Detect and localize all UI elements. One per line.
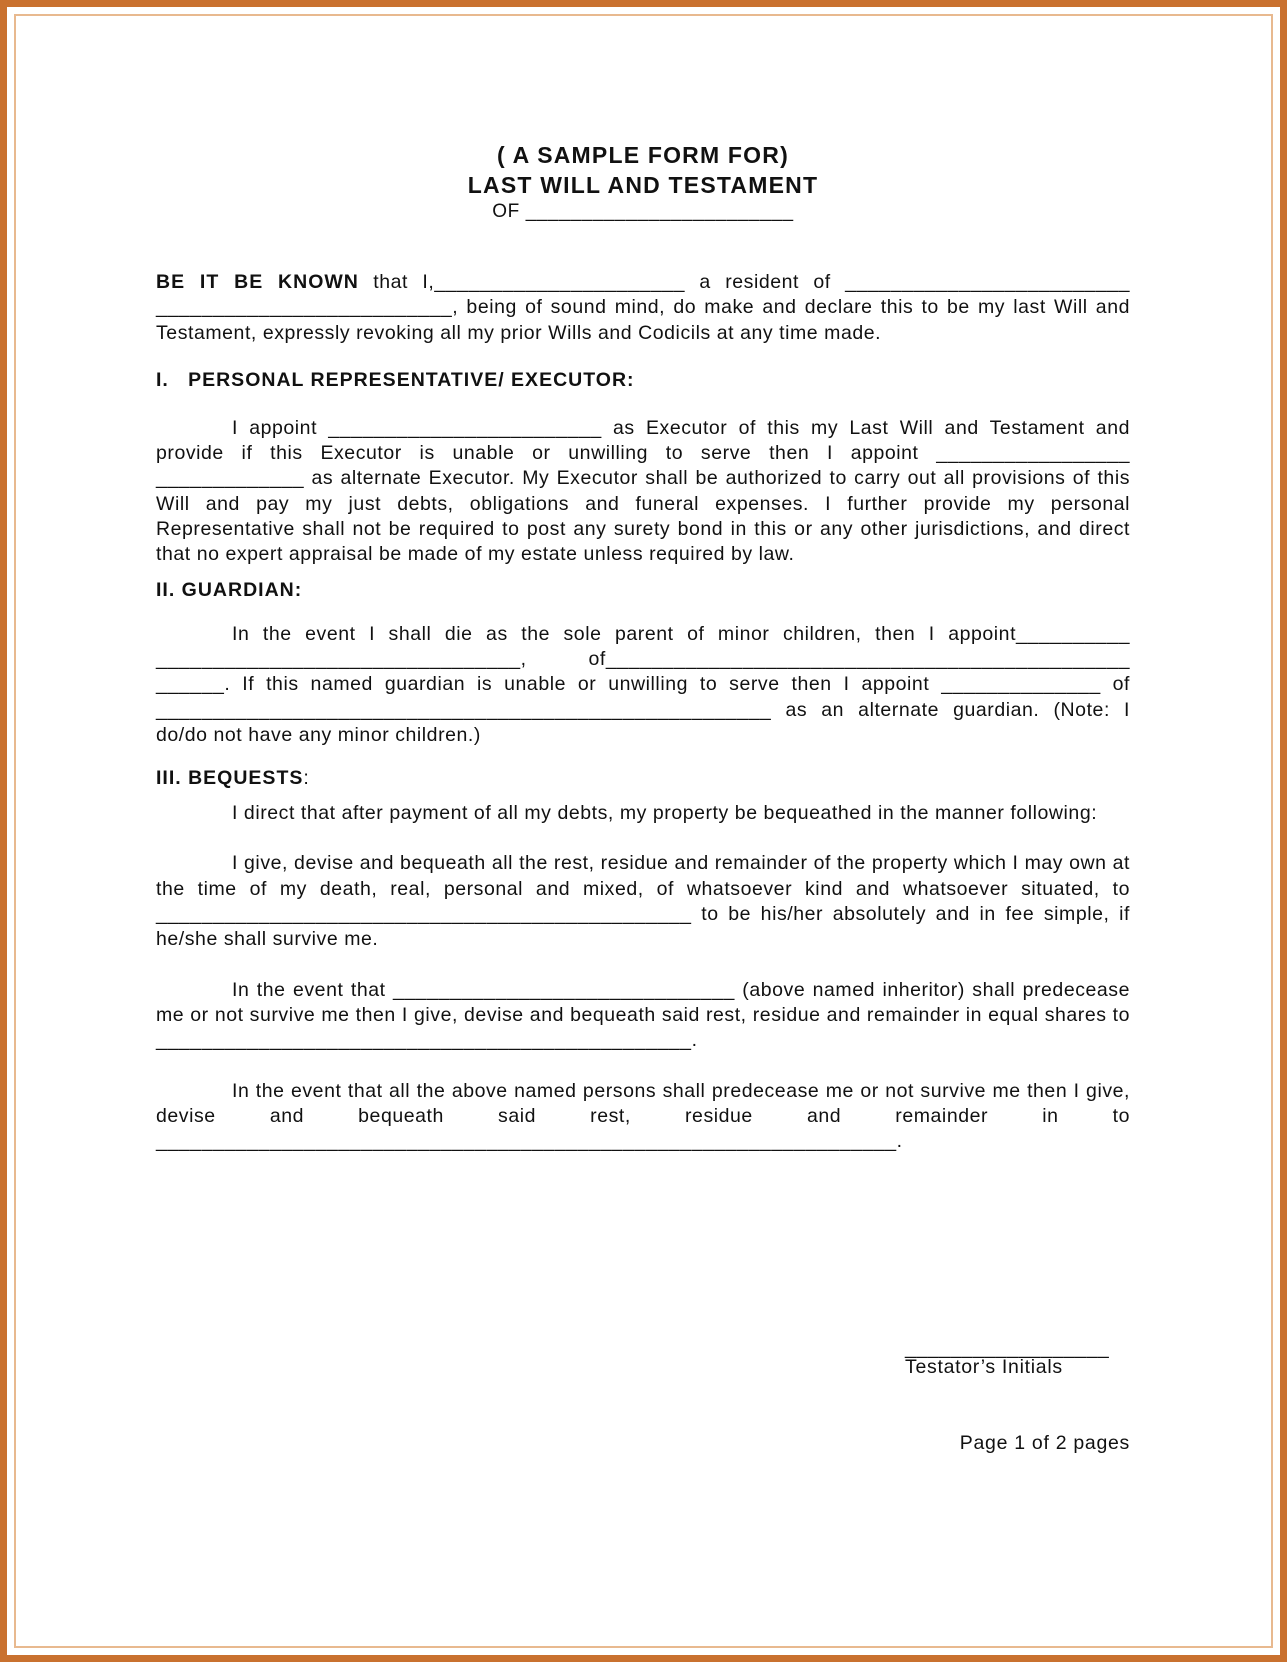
document-page: [156, 140, 1130, 1154]
bequest-alternate-paragraph: In the event that ______________________________ (above named inheritor) shall predecease me or not survive me then I give, devise and bequeath said rest, residue and remainder in equal shares to _______________________________________________.: [156, 978, 1130, 1052]
intro-paragraph: [156, 270, 1130, 346]
section3-heading-text: III. BEQUESTS: [156, 767, 304, 790]
section1-heading: I. PERSONAL REPRESENTATIVE/ EXECUTOR:: [156, 368, 635, 391]
bequest-final-paragraph: In the event that all the above named persons shall predecease me or not survive me then I give, devise and bequeath said rest, residue and remainder in to _________________________________________________________________.: [156, 1079, 1130, 1153]
section3-heading-colon: :: [303, 767, 310, 790]
document-title-line1: ( A SAMPLE FORM FOR): [497, 142, 789, 168]
bequest-intro-paragraph: I direct that after payment of all my debts, my property be bequeathed in the manner following:: [232, 802, 1098, 825]
section2-heading: II. GUARDIAN:: [156, 578, 303, 601]
document-title-line2: LAST WILL AND TESTAMENT: [467, 172, 819, 198]
section1-paragraph: I appoint ________________________ as Executor of this my Last Will and Testament and provide if this Executor is unable or unwilling to serve then I appoint _________________ _____________ as alternate Executor. My Executor shall be authorized to carry out all provisions of this Will and pay my just debts, obligations and funeral expenses. I further provide my personal Representative shall not be required to post any surety bond in this or any other jurisdictions, and direct that no expert appraisal be made of my estate unless required by law.: [156, 416, 1130, 566]
intro-text: that I,______________________ a resident of _________________________ __________________________, being of sound mind, do make and declare this to be my last Will and Testament, expressly revoking all my prior Wills and Codicils at any time made.: [156, 271, 1130, 344]
section3-heading: [156, 766, 1130, 791]
initials-label: Testator’s Initials: [905, 1356, 1063, 1378]
initials-line: __________________: [905, 1337, 1110, 1359]
intro-lead: BE IT BE KNOWN: [156, 271, 359, 293]
section2-paragraph: In the event I shall die as the sole parent of minor children, then I appoint__________ ________________________________, of______________________________________________ ______. If this named guardian is unable or unwilling to serve then I appoint ______________ of ______________________________________________________ as an alternate guardian. (Note: I do/do not have any minor children.): [156, 622, 1130, 746]
page-number: Page 1 of 2 pages: [959, 1432, 1130, 1454]
document-of-line: OF ________________________: [492, 201, 794, 222]
bequest-residue-paragraph: I give, devise and bequeath all the rest, residue and remainder of the property which I may own at the time of my death, real, personal and mixed, of whatsoever kind and whatsoever situated, to _______________________________________________ to be his/her absolutely and in fee simple, if he/she shall survive me.: [156, 852, 1130, 951]
